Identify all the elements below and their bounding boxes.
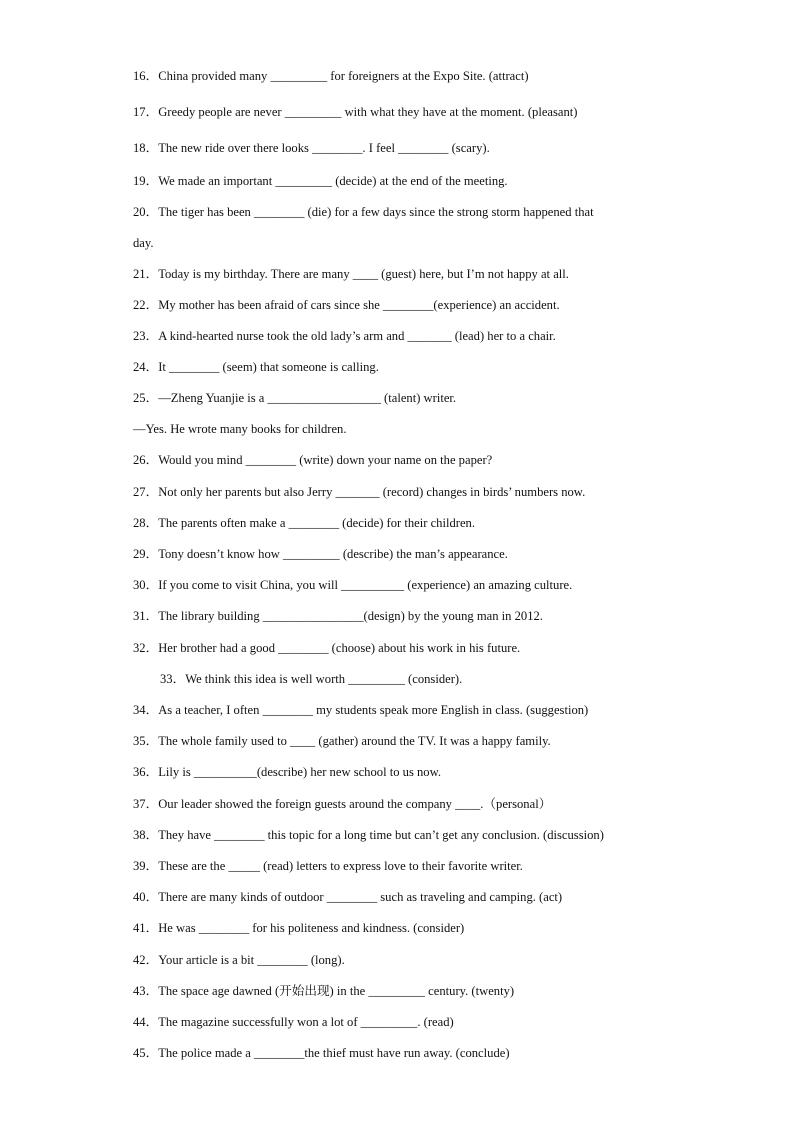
question-21: 21．Today is my birthday. There are many ____ (guest) here, but I’m not happy at all. [133, 267, 569, 281]
question-24: 24．It ________ (seem) that someone is calling. [133, 360, 379, 374]
question-45: 45．The police made a ________the thief must have run away. (conclude) [133, 1046, 510, 1060]
question-43: 43．The space age dawned (开始出现) in the _________ century. (twenty) [133, 984, 515, 998]
question-27: 27．Not only her parents but also Jerry _______ (record) changes in birds’ numbers now. [133, 485, 586, 499]
question-41: 41．He was ________ for his politeness and kindness. (consider) [133, 921, 465, 935]
question-36: 36．Lily is __________(describe) her new school to us now. [133, 765, 442, 779]
question-28: 28．The parents often make a ________ (decide) for their children. [133, 516, 476, 530]
question-17: 17．Greedy people are never _________ with what they have at the moment. (pleasant) [133, 105, 578, 119]
question-20-continued: day. [133, 236, 154, 250]
question-30: 30．If you come to visit China, you will __________ (experience) an amazing culture. [133, 578, 573, 592]
question-38: 38．They have ________ this topic for a long time but can’t get any conclusion. (discussion) [133, 828, 604, 842]
question-33: 33．We think this idea is well worth _________ (consider). [160, 672, 463, 686]
question-20: 20．The tiger has been ________ (die) for a few days since the strong storm happened that [133, 205, 594, 219]
question-22: 22．My mother has been afraid of cars since she ________(experience) an accident. [133, 298, 560, 312]
question-34: 34．As a teacher, I often ________ my students speak more English in class. (suggestion) [133, 703, 589, 717]
question-39: 39．These are the _____ (read) letters to express love to their favorite writer. [133, 859, 523, 873]
question-37: 37．Our leader showed the foreign guests around the company ____.（personal） [133, 797, 552, 811]
question-29: 29．Tony doesn’t know how _________ (describe) the man’s appearance. [133, 547, 508, 561]
question-23: 23．A kind-hearted nurse took the old lady’s arm and _______ (lead) her to a chair. [133, 329, 556, 343]
question-25-reply: —Yes. He wrote many books for children. [133, 422, 347, 436]
question-44: 44．The magazine successfully won a lot of _________. (read) [133, 1015, 454, 1029]
question-35: 35．The whole family used to ____ (gather) around the TV. It was a happy family. [133, 734, 551, 748]
question-26: 26．Would you mind ________ (write) down your name on the paper? [133, 453, 493, 467]
question-31: 31．The library building ________________(design) by the young man in 2012. [133, 609, 543, 623]
question-16: 16．China provided many _________ for foreigners at the Expo Site. (attract) [133, 69, 529, 83]
question-42: 42．Your article is a bit ________ (long). [133, 953, 345, 967]
question-25: 25．—Zheng Yuanjie is a __________________ (talent) writer. [133, 391, 457, 405]
question-32: 32．Her brother had a good ________ (choose) about his work in his future. [133, 641, 521, 655]
question-40: 40．There are many kinds of outdoor ________ such as traveling and camping. (act) [133, 890, 563, 904]
question-18: 18．The new ride over there looks ________. I feel ________ (scary). [133, 141, 490, 155]
question-19: 19．We made an important _________ (decide) at the end of the meeting. [133, 174, 508, 188]
